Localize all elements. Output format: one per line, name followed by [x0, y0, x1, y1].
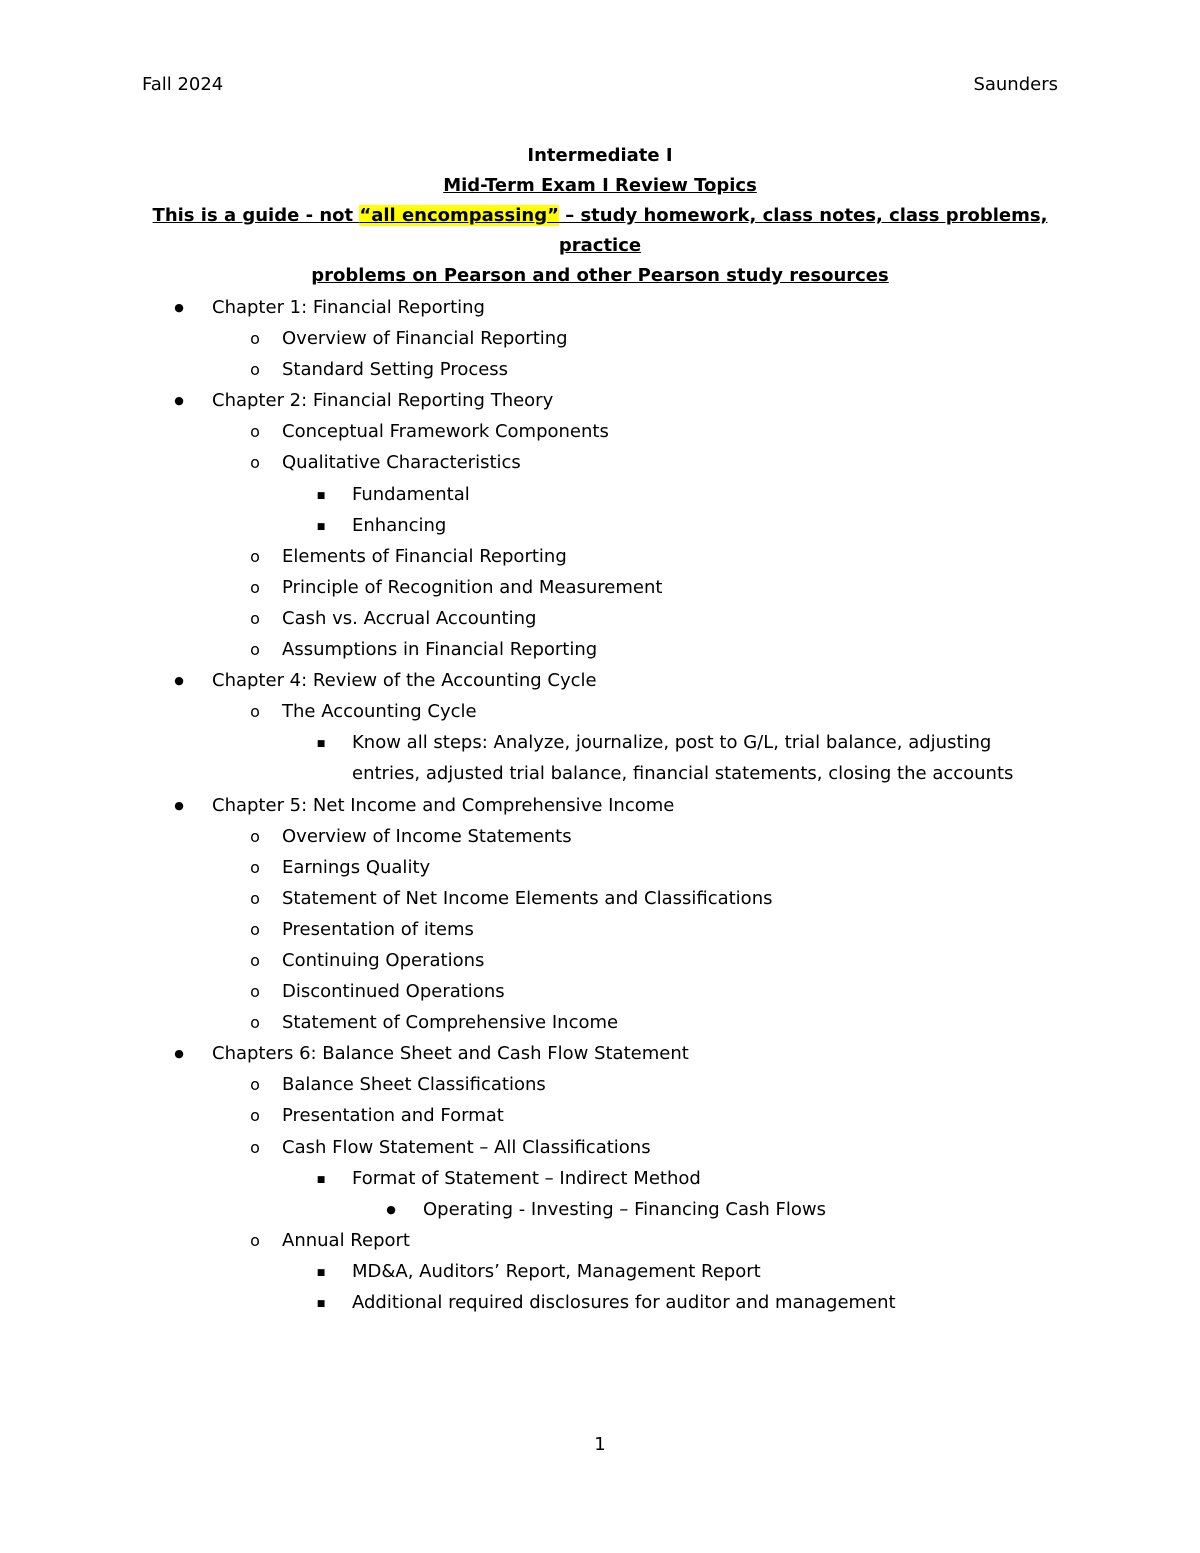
- outline-item-text: Chapter 4: Review of the Accounting Cycle: [212, 670, 597, 692]
- bullet-icon: [169, 790, 189, 821]
- outline-item-text: Chapter 2: Financial Reporting Theory: [212, 390, 554, 412]
- outline-item-text: Chapter 1: Financial Reporting: [212, 297, 485, 318]
- outline-item: [0, 727, 1200, 789]
- guide-note-line-2: problems on Pearson and other Pearson study resources: [311, 265, 889, 286]
- guide-note-prefix: This is a guide - not: [152, 205, 360, 226]
- outline-item-text: Additional required disclosures for auditor and management: [352, 1292, 896, 1313]
- bullet-icon: [245, 416, 265, 447]
- outline-item-text: Balance Sheet Classifications: [282, 1074, 546, 1096]
- outline-item-text: Conceptual Framework Components: [282, 421, 609, 443]
- title-block: [142, 141, 1058, 291]
- bullet-icon: [245, 1100, 265, 1131]
- outline-item: [0, 1069, 1200, 1100]
- outline-item-text: Fundamental: [352, 483, 470, 505]
- outline-item: [0, 416, 1200, 447]
- bullet-icon: [245, 447, 265, 478]
- outline-item: [0, 292, 1200, 323]
- bullet-icon: [169, 1038, 189, 1069]
- outline-item: [0, 945, 1200, 976]
- outline-item: [0, 790, 1200, 821]
- outline-item: [0, 1287, 1200, 1318]
- outline-item: [0, 385, 1200, 416]
- bullet-icon: [245, 323, 265, 354]
- bullet-icon: [311, 727, 331, 760]
- bullet-icon: [245, 1069, 265, 1100]
- bullet-icon: [245, 852, 265, 883]
- outline-item: [0, 852, 1200, 883]
- outline-item: [0, 323, 1200, 354]
- outline-item: [0, 1038, 1200, 1069]
- outline-item: [0, 1132, 1200, 1163]
- bullet-icon: [245, 976, 265, 1007]
- bullet-icon: [245, 354, 265, 385]
- outline-item: [0, 479, 1200, 510]
- outline-item-text: Presentation and Format: [282, 1105, 504, 1127]
- bullet-icon: [245, 1132, 265, 1163]
- bullet-icon: [245, 572, 265, 603]
- outline-item-text: Continuing Operations: [282, 949, 485, 971]
- course-title: Intermediate I: [527, 145, 673, 166]
- outline-item: [0, 1256, 1200, 1287]
- bullet-icon: [245, 696, 265, 727]
- outline-item-text: Statement of Net Income Elements and Classifications: [282, 887, 773, 909]
- bullet-icon: [311, 479, 331, 512]
- bullet-icon: [245, 945, 265, 976]
- outline-item-text: The Accounting Cycle: [282, 701, 477, 723]
- outline-item: [0, 1007, 1200, 1038]
- bullet-icon: [245, 883, 265, 914]
- page-header-right: Saunders: [973, 74, 1058, 95]
- outline-item-text: Discontinued Operations: [282, 981, 505, 1003]
- outline-item-text: Statement of Comprehensive Income: [282, 1012, 619, 1034]
- outline-item: [0, 572, 1200, 603]
- bullet-icon: [169, 385, 189, 416]
- outline-item: [0, 665, 1200, 696]
- bullet-icon: [169, 292, 189, 323]
- outline-item: [0, 541, 1200, 572]
- bullet-icon: [169, 665, 189, 696]
- outline-item-text: Chapter 5: Net Income and Comprehensive Income: [212, 794, 675, 816]
- outline-item: [0, 510, 1200, 541]
- outline-item-text: Principle of Recognition and Measurement: [282, 576, 663, 598]
- bullet-icon: [311, 510, 331, 543]
- page-number: 1: [594, 1434, 606, 1455]
- guide-note-line-1: [142, 201, 1058, 261]
- outline-item-text: Earnings Quality: [282, 856, 431, 878]
- bullet-icon: [245, 603, 265, 634]
- outline-item-text: Format of Statement – Indirect Method: [352, 1167, 701, 1189]
- bullet-icon: [311, 1163, 331, 1196]
- guide-note-suffix: – study homework, class notes, class problems, practice: [558, 205, 1048, 256]
- exam-title: Mid-Term Exam I Review Topics: [443, 175, 757, 196]
- bullet-icon: [245, 541, 265, 572]
- bullet-icon: [245, 1007, 265, 1038]
- bullet-icon: [311, 1256, 331, 1289]
- bullet-icon: [245, 914, 265, 945]
- outline-item: [0, 914, 1200, 945]
- outline-item-text: Overview of Financial Reporting: [282, 328, 568, 350]
- page-header-left: Fall 2024: [142, 74, 224, 95]
- bullet-icon: [245, 1225, 265, 1256]
- topic-outline: [0, 292, 1200, 1318]
- outline-item-text: Cash Flow Statement – All Classifications: [282, 1136, 651, 1158]
- outline-item: [0, 354, 1200, 385]
- outline-item-text: Operating - Investing – Financing Cash Flows: [423, 1198, 827, 1220]
- outline-item-text: Chapters 6: Balance Sheet and Cash Flow Statement: [212, 1043, 689, 1065]
- outline-item-text: Presentation of items: [282, 918, 474, 940]
- bullet-icon: [245, 821, 265, 852]
- outline-item-text: Cash vs. Accrual Accounting: [282, 607, 537, 629]
- bullet-icon: [245, 634, 265, 665]
- outline-item-text: Enhancing: [352, 514, 447, 536]
- outline-item: [0, 821, 1200, 852]
- outline-item-text: Elements of Financial Reporting: [282, 545, 567, 567]
- outline-item: [0, 1163, 1200, 1194]
- bullet-icon: [381, 1194, 401, 1225]
- outline-item-text: MD&A, Auditors’ Report, Management Report: [352, 1260, 761, 1282]
- outline-item: [0, 696, 1200, 727]
- outline-item-text: Overview of Income Statements: [282, 825, 572, 847]
- outline-item: [0, 634, 1200, 665]
- outline-item-text: Annual Report: [282, 1229, 410, 1251]
- outline-item: [0, 603, 1200, 634]
- outline-item-text: Standard Setting Process: [282, 359, 509, 381]
- outline-item-text: Qualitative Characteristics: [282, 452, 521, 474]
- outline-item: [0, 447, 1200, 478]
- outline-item: [0, 1225, 1200, 1256]
- outline-item: [0, 1194, 1200, 1225]
- guide-note-highlight: “all encompassing”: [359, 205, 559, 226]
- outline-item: [0, 1100, 1200, 1131]
- outline-item-text: Assumptions in Financial Reporting: [282, 639, 598, 661]
- outline-item: [0, 883, 1200, 914]
- outline-item-text: Know all steps: Analyze, journalize, post to G/L, trial balance, adjusting entries, adjusted trial balance, financial statements, closing the accounts: [352, 732, 1014, 785]
- bullet-icon: [311, 1287, 331, 1320]
- outline-item: [0, 976, 1200, 1007]
